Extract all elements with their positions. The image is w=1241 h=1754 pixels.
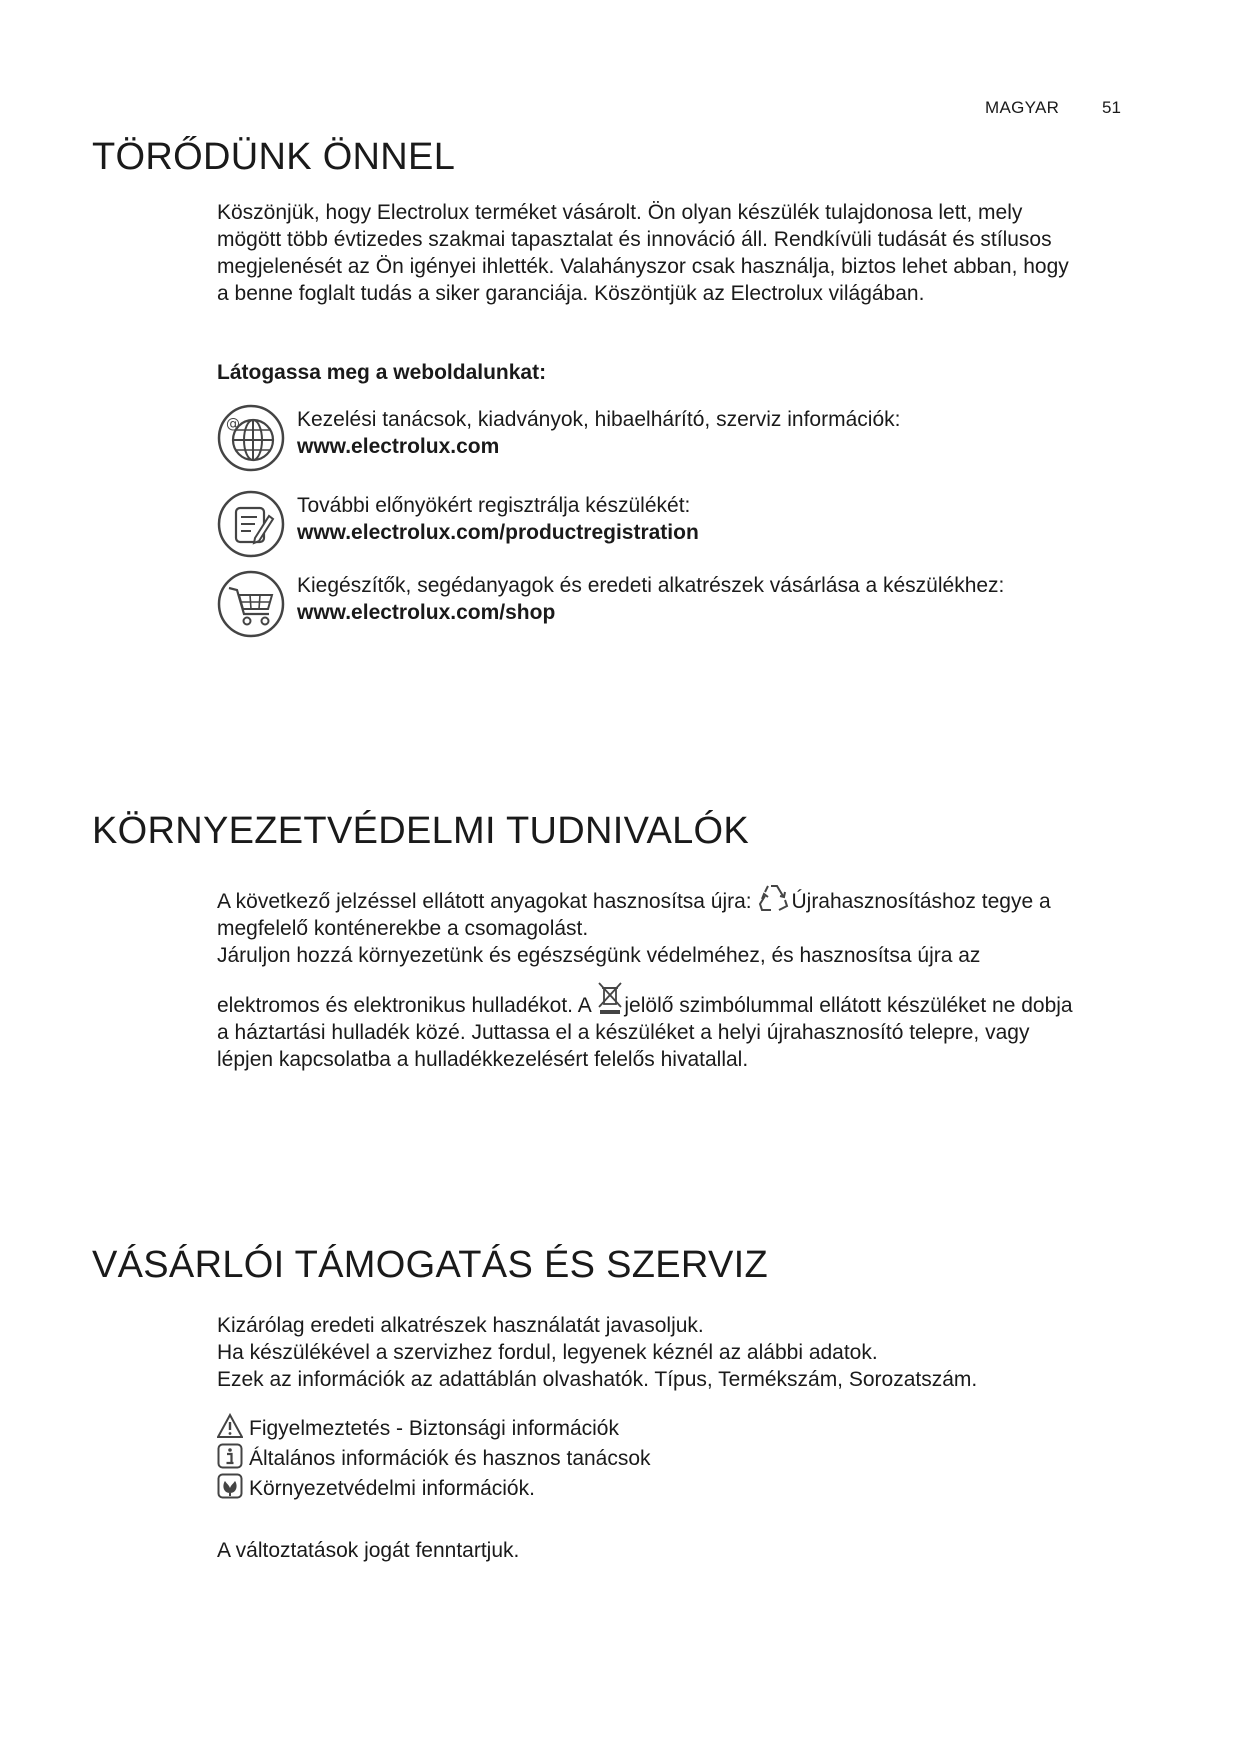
env-line-text: elektromos és elektronikus hulladékot. A bbox=[217, 994, 597, 1017]
support-paragraph bbox=[217, 1312, 1137, 1393]
intro-line: megjelenését az Ön igényei ihlették. Valahányszor csak használja, biztos lehet abban, hogy bbox=[217, 255, 1069, 278]
crossed-bin-icon bbox=[596, 980, 624, 1016]
legend-item-environment bbox=[217, 1473, 535, 1503]
svg-text:@: @ bbox=[226, 416, 240, 432]
link-url[interactable]: www.electrolux.com/shop bbox=[297, 601, 556, 624]
shopping-cart-icon bbox=[217, 570, 285, 638]
website-link-row bbox=[217, 490, 1117, 560]
intro-paragraph bbox=[217, 199, 1137, 307]
env-line: lépjen kapcsolatba a hulladékkezelésért felelős hivatallal. bbox=[217, 1048, 749, 1071]
environment-paragraph bbox=[217, 880, 1137, 1073]
section-title-environment: KÖRNYEZETVÉDELMI TUDNIVALÓK bbox=[92, 810, 750, 852]
support-line: Ha készülékével a szervizhez fordul, legyenek kéznél az alábbi adatok. bbox=[217, 1341, 878, 1364]
env-line-text: jelölő szimbólummal ellátott készüléket ne dobja bbox=[624, 994, 1073, 1017]
legend-text: Környezetvédelmi információk. bbox=[249, 1477, 535, 1500]
support-line: Ezek az információk az adattáblán olvashatók. Típus, Termékszám, Sorozatszám. bbox=[217, 1368, 978, 1391]
link-url[interactable]: www.electrolux.com bbox=[297, 435, 500, 458]
rights-reserved-note: A változtatások jogát fenntartjuk. bbox=[217, 1539, 520, 1562]
legend-text: Általános információk és hasznos tanácsok bbox=[249, 1447, 651, 1470]
legend-item-warning bbox=[217, 1413, 619, 1443]
support-line: Kizárólag eredeti alkatrészek használatát javasoljuk. bbox=[217, 1314, 704, 1337]
env-line: a háztartási hulladék közé. Juttassa el a készüléket a helyi újrahasznosító telepre, vagy bbox=[217, 1021, 1030, 1044]
info-icon bbox=[217, 1443, 243, 1469]
env-line: megfelelő konténerekbe a csomagolást. bbox=[217, 917, 589, 940]
recycle-icon bbox=[757, 880, 791, 914]
website-link-row bbox=[217, 404, 1117, 474]
link-url[interactable]: www.electrolux.com/productregistration bbox=[297, 521, 699, 544]
registration-form-icon bbox=[217, 490, 285, 558]
environment-icon bbox=[217, 1473, 243, 1499]
env-line-text: Újrahasznosításhoz tegye a bbox=[791, 890, 1051, 913]
intro-line: Köszönjük, hogy Electrolux terméket vásárolt. Ön olyan készülék tulajdonosa lett, mely bbox=[217, 201, 1023, 224]
website-link-text bbox=[297, 492, 699, 546]
env-line: Járuljon hozzá környezetünk és egészségünk védelméhez, és hasznosítsa újra az bbox=[217, 944, 981, 967]
website-heading: Látogassa meg a weboldalunkat: bbox=[217, 361, 547, 384]
section-title-support: VÁSÁRLÓI TÁMOGATÁS ÉS SZERVIZ bbox=[92, 1244, 768, 1286]
intro-line: a benne foglalt tudás a siker garanciája. Köszöntjük az Electrolux világában. bbox=[217, 282, 925, 305]
section-title-caring: TÖRŐDÜNK ÖNNEL bbox=[92, 136, 456, 178]
globe-icon bbox=[217, 404, 285, 472]
link-description: További előnyökért regisztrálja készülékét: bbox=[297, 494, 691, 517]
env-line-text: A következő jelzéssel ellátott anyagokat hasznosítsa újra: bbox=[217, 890, 758, 913]
website-link-text bbox=[297, 406, 900, 460]
website-link-text bbox=[297, 572, 1004, 626]
link-description: Kiegészítők, segédanyagok és eredeti alkatrészek vásárlása a készülékhez: bbox=[297, 574, 1005, 597]
intro-line: mögött több évtizedes szakmai tapasztalat és innováció áll. Rendkívüli tudását és stílusos bbox=[217, 228, 1052, 251]
legend-item-info bbox=[217, 1443, 651, 1473]
legend-text: Figyelmeztetés - Biztonsági információk bbox=[249, 1417, 619, 1440]
env-line bbox=[217, 880, 1137, 915]
link-description: Kezelési tanácsok, kiadványok, hibaelhárító, szerviz információk: bbox=[297, 408, 901, 431]
page-number: 51 bbox=[1102, 98, 1121, 117]
website-link-row bbox=[217, 570, 1117, 640]
header-language: MAGYAR bbox=[985, 98, 1060, 117]
env-line bbox=[217, 980, 1137, 1019]
warning-icon bbox=[217, 1413, 243, 1439]
